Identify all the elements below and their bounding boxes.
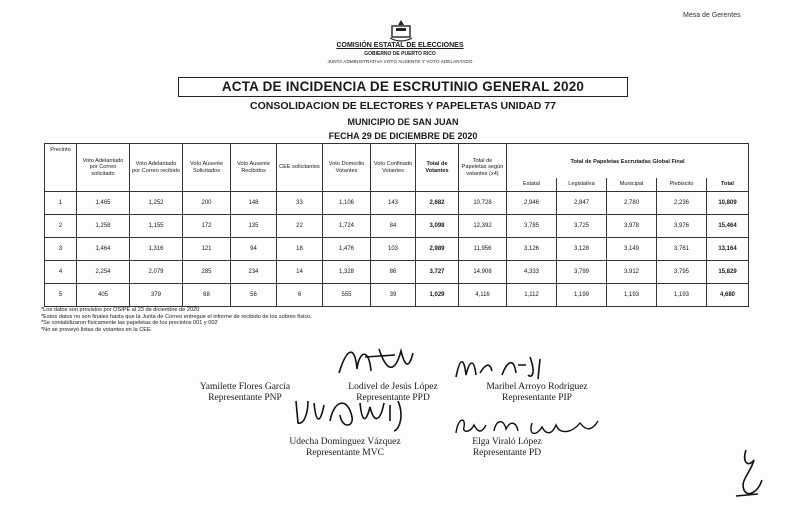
cell-total-votantes: 2,682	[416, 192, 459, 215]
cell-total-papeletas: 14,908	[459, 261, 507, 284]
cell-voto-adel-rec: 379	[130, 284, 183, 307]
signature-block-pd	[432, 437, 582, 459]
org-junta: JUNTA ADMINISTRATIVA VOTO AUSENTE Y VOTO ADELANTADO	[327, 59, 473, 64]
cell-voto-adel-rec: 1,155	[130, 215, 183, 238]
cee-seal-logo	[386, 18, 416, 44]
cell-domicilio: 1,328	[323, 261, 371, 284]
cell-plebiscito: 2,236	[657, 192, 707, 215]
cell-cee: 33	[277, 192, 323, 215]
cell-precinto: 5	[45, 284, 77, 307]
th-cee-solicitantes: CEE solicitantes	[277, 144, 323, 192]
signer-name: Elga Viraló López	[472, 437, 542, 447]
fecha: FECHA 29 DE DICIEMBRE DE 2020	[328, 131, 478, 141]
margin-initials-scribble	[728, 446, 768, 502]
cell-confinado: 84	[371, 215, 416, 238]
cell-voto-aus-sol: 200	[183, 192, 231, 215]
signer-role: Representante PPD	[356, 393, 430, 403]
cell-legislativa: 3,799	[557, 261, 607, 284]
cell-confinado: 143	[371, 192, 416, 215]
cell-voto-aus-rec: 135	[231, 215, 277, 238]
cell-voto-adel-sol: 1,464	[77, 238, 130, 261]
th-total-votantes: Total de Votantes	[416, 144, 459, 192]
cell-plebiscito: 1,193	[657, 284, 707, 307]
cell-precinto: 1	[45, 192, 77, 215]
cell-estatal: 1,112	[507, 284, 557, 307]
th-voto-adelantado-recibido: Voto Adelantado por Correo recibido	[130, 144, 183, 192]
cell-legislativa: 1,199	[557, 284, 607, 307]
cell-total: 15,829	[707, 261, 749, 284]
table-header-row	[45, 144, 749, 178]
document-subtitle: CONSOLIDACION DE ELECTORES Y PAPELETAS UNIDAD 77	[250, 100, 556, 112]
th-total: Total	[707, 178, 749, 192]
cell-confinado: 39	[371, 284, 416, 307]
cell-cee: 18	[277, 238, 323, 261]
cell-estatal: 2,946	[507, 192, 557, 215]
cell-voto-adel-rec: 1,252	[130, 192, 183, 215]
signature-block-ppd	[318, 382, 468, 404]
organization-header	[300, 42, 500, 66]
cell-voto-aus-rec: 148	[231, 192, 277, 215]
cell-precinto: 3	[45, 238, 77, 261]
org-name: COMISIÓN ESTATAL DE ELECCIONES	[336, 42, 464, 49]
cell-total-votantes: 2,989	[416, 238, 459, 261]
document-title: ACTA DE INCIDENCIA DE ESCRUTINIO GENERAL 2020	[178, 77, 628, 97]
signer-name: Lodivel de Jesús López	[348, 382, 438, 392]
cell-cee: 6	[277, 284, 323, 307]
cell-estatal: 3,785	[507, 215, 557, 238]
cell-total-papeletas: 10,728	[459, 192, 507, 215]
signer-name: Yamilette Flores García	[199, 382, 291, 392]
footnote: *No se proveyó listas de votantes en la CEE.	[41, 326, 153, 333]
cell-legislativa: 3,128	[557, 238, 607, 261]
th-papeletas-escrutadas-group: Total de Papeletas Escrutadas Global Final	[507, 144, 749, 178]
cell-total: 15,464	[707, 215, 749, 238]
cell-voto-aus-rec: 56	[231, 284, 277, 307]
table-row	[45, 284, 749, 307]
cell-voto-adel-sol: 1,465	[77, 192, 130, 215]
th-municipal: Municipal	[607, 178, 657, 192]
cell-domicilio: 1,724	[323, 215, 371, 238]
footnotes	[41, 307, 312, 333]
cell-confinado: 86	[371, 261, 416, 284]
cell-estatal: 4,333	[507, 261, 557, 284]
cell-voto-aus-rec: 234	[231, 261, 277, 284]
cell-total: 4,680	[707, 284, 749, 307]
cell-total-papeletas: 12,392	[459, 215, 507, 238]
cell-total: 13,164	[707, 238, 749, 261]
cell-voto-aus-sol: 121	[183, 238, 231, 261]
th-estatal: Estatal	[507, 178, 557, 192]
footnote: *Se contabilizaron físicamente las papeletas de los precintos 001 y 002	[41, 320, 218, 327]
signer-role: Representante MVC	[306, 448, 384, 458]
corner-note: Mesa de Gerentes	[683, 12, 741, 19]
cell-voto-adel-rec: 2,079	[130, 261, 183, 284]
th-voto-confinado: Voto Confinado Votantes	[371, 144, 416, 192]
th-voto-domicilio: Voto Domicilio Votantes	[323, 144, 371, 192]
cell-total-papeletas: 4,116	[459, 284, 507, 307]
signer-name: Udecha Domínguez Vázquez	[289, 437, 401, 447]
footnote: *Los datos son provistos por OSIPE al 23 de diciembre de 2020	[41, 307, 200, 313]
cell-total-papeletas: 11,956	[459, 238, 507, 261]
cell-estatal: 3,126	[507, 238, 557, 261]
cell-domicilio: 1,476	[323, 238, 371, 261]
cell-plebiscito: 3,761	[657, 238, 707, 261]
cell-voto-aus-rec: 94	[231, 238, 277, 261]
signature-scribble-pip	[452, 353, 544, 381]
org-gov: GOBIERNO DE PUERTO RICO	[364, 51, 436, 57]
cell-domicilio: 1,106	[323, 192, 371, 215]
cell-municipal: 3,978	[607, 215, 657, 238]
cell-confinado: 103	[371, 238, 416, 261]
signature-scribble-ppd	[335, 343, 415, 379]
signature-block-pip	[452, 382, 622, 404]
th-voto-ausente-recibidos: Voto Ausente Recibidos	[231, 144, 277, 192]
cell-legislativa: 3,725	[557, 215, 607, 238]
th-voto-ausente-solicitados: Voto Ausente Solicitados	[183, 144, 231, 192]
cell-voto-adel-sol: 1,258	[77, 215, 130, 238]
th-voto-adelantado-solicitado: Voto Adelantado por Correo solicitado	[77, 144, 130, 192]
signature-block-mvc	[260, 437, 430, 459]
signature-block-pnp	[170, 382, 320, 404]
th-legislativa: Legislativa	[557, 178, 607, 192]
municipio: MUNICIPIO DE SAN JUAN	[347, 117, 459, 127]
signer-role: Representante PD	[472, 448, 542, 458]
signer-name: Maribel Arroyo Rodríguez	[486, 382, 588, 392]
cell-voto-aus-sol: 285	[183, 261, 231, 284]
cell-precinto: 4	[45, 261, 77, 284]
cell-cee: 22	[277, 215, 323, 238]
cell-plebiscito: 3,976	[657, 215, 707, 238]
cell-voto-aus-sol: 68	[183, 284, 231, 307]
th-total-papeletas: Total de Papeletas según votantes (x4)	[459, 144, 507, 192]
signer-role: Representante PNP	[208, 393, 282, 403]
cell-precinto: 2	[45, 215, 77, 238]
cell-voto-adel-rec: 1,316	[130, 238, 183, 261]
cell-total-votantes: 3,098	[416, 215, 459, 238]
consolidation-table	[44, 143, 749, 307]
table-row	[45, 261, 749, 284]
th-precinto: Precinto	[45, 144, 77, 192]
cell-voto-adel-sol: 405	[77, 284, 130, 307]
cell-municipal: 2,780	[607, 192, 657, 215]
cell-municipal: 3,912	[607, 261, 657, 284]
cell-municipal: 3,149	[607, 238, 657, 261]
signature-scribble-pd	[452, 413, 602, 439]
cell-legislativa: 2,847	[557, 192, 607, 215]
table-row	[45, 215, 749, 238]
cell-voto-adel-sol: 2,254	[77, 261, 130, 284]
cell-voto-aus-sol: 172	[183, 215, 231, 238]
table-row	[45, 238, 749, 261]
cell-total-votantes: 3,727	[416, 261, 459, 284]
cell-domicilio: 555	[323, 284, 371, 307]
table-row	[45, 192, 749, 215]
cell-cee: 14	[277, 261, 323, 284]
cell-total: 10,809	[707, 192, 749, 215]
cell-total-votantes: 1,029	[416, 284, 459, 307]
cell-plebiscito: 3,795	[657, 261, 707, 284]
cell-municipal: 1,193	[607, 284, 657, 307]
signer-role: Representante PIP	[502, 393, 572, 403]
th-plebiscito: Plebiscito	[657, 178, 707, 192]
footnote: *Estos datos no son finales hasta que la Junta de Correo entregue el informe de recibido de los sobres físico.	[41, 313, 312, 320]
